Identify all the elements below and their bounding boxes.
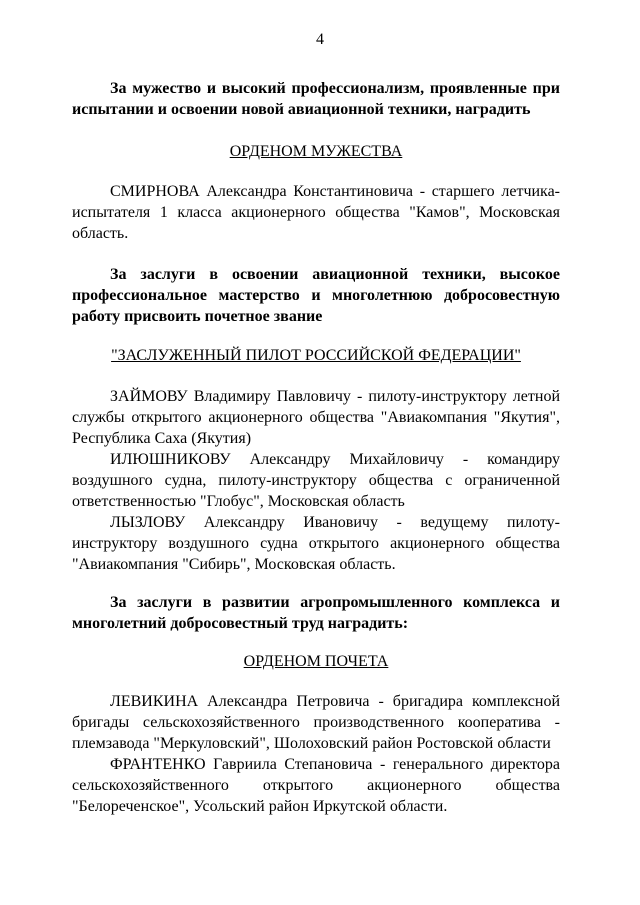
award-title-order-of-honor: ОРДЕНОМ ПОЧЕТА [243,653,389,670]
section-3-intro [72,592,560,634]
awardee-entry [72,512,560,575]
awardee-name: ЛЕВИКИНА Александра Петровича [110,693,370,710]
awardee-entry [72,449,560,512]
awardee-entry [72,181,560,244]
awardee-entry [72,754,560,817]
award-title-order-of-courage: ОРДЕНОМ МУЖЕСТВА [229,143,403,160]
section-2-award-heading [72,345,560,366]
awardee-name: СМИРНОВА Александра Константиновича [110,183,414,200]
awardee-description: - генерального директора сельскохозяйственного открытого акционерного общества "Белореченское", Усольский район Иркутской области. [72,756,561,815]
awardee-description: - командиру воздушного судна, пилоту-инструктору общества с ограниченной ответственностью "Глобус", Московская область [72,451,560,510]
page-number: 4 [316,31,324,48]
section-3-intro-text: За заслуги в развитии агропромышленного комплекса и многолетний добросовестный труд наградить: [72,594,560,632]
awardee-name: ЛЫЗЛОВУ Александру Ивановичу [110,514,378,531]
awardee-entry [72,691,560,754]
awardee-name: ЗАЙМОВУ Владимиру Павловичу [110,388,351,405]
section-1-award-heading [72,141,560,162]
section-3-awardees [72,691,560,817]
awardee-description: - пилоту-инструктору летной службы открытого акционерного общества "Авиакомпания "Якутия", Республика Саха (Якутия) [72,388,561,447]
awardee-name: ФРАНТЕНКО Гавриила Степановича [110,756,373,773]
section-1-awardees [72,181,560,244]
section-2-intro-text: За заслуги в освоении авиационной техники, высокое профессиональное мастерство и многолетнюю добросовестную работу присвоить почетное звание [72,266,560,325]
award-title-honored-pilot: "ЗАСЛУЖЕННЫЙ ПИЛОТ РОССИЙСКОЙ ФЕДЕРАЦИИ" [111,347,521,364]
section-2-awardees [72,386,560,575]
awardee-entry [72,386,560,449]
awardee-description: - бригадира комплексной бригады сельскохозяйственного производственного кооператива - племзавода "Меркуловский", Шолоховский район Ростовской области [72,693,561,752]
section-3-award-heading [72,651,560,672]
section-2-intro [72,264,560,327]
section-1-intro [72,78,560,120]
awardee-description: - старшего летчика-испытателя 1 класса акционерного общества "Камов", Московская область. [72,183,561,242]
awardee-description: - ведущему пилоту-инструктору воздушного судна открытого акционерного общества "Авиакомпания "Сибирь", Московская область. [72,514,561,573]
section-1-intro-text: За мужество и высокий профессионализм, проявленные при испытании и освоении новой авиационной техники, наградить [72,80,560,118]
awardee-name: ИЛЮШНИКОВУ Александру Михайловичу [110,451,444,468]
